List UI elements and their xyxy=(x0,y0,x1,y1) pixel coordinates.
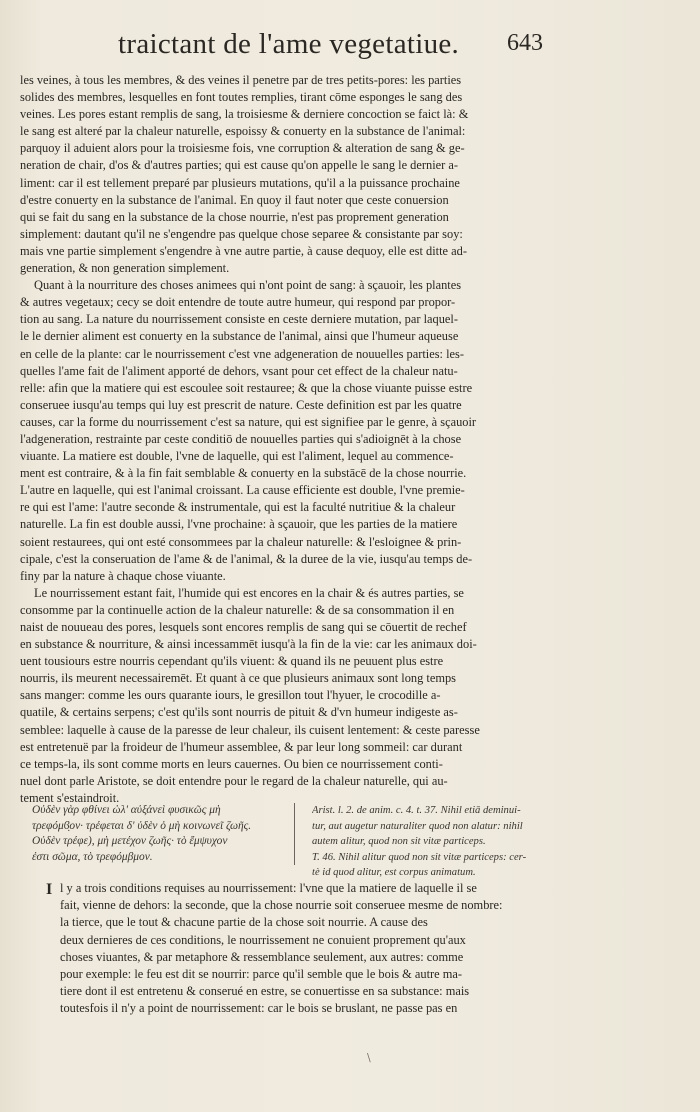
text-line: toutesfois il n'y a point de nourrissement: car le bois se bruslant, ne passe pas en xyxy=(60,1001,458,1016)
text-line: naturelle. La fin est double aussi, l'vne prochaine: à sçauoir, que les parties de la matiere xyxy=(20,517,458,532)
latin-line: tè id quod alitur, est corpus animatum. xyxy=(312,867,476,879)
text-line: Le nourrissement estant fait, l'humide qui est encores en la chair & és autres parties, se xyxy=(34,585,464,600)
notes-section xyxy=(32,803,552,879)
drop-capital: I xyxy=(46,881,53,898)
text-line: neration de chair, d'os & d'autres parties; qui est cause qu'on appelle le sang le dernier a- xyxy=(20,158,458,173)
second-paragraph xyxy=(32,880,560,1018)
text-line: sans manger: comme les ours quarante iours, le gresillon tout l'hyuer, le crocodille a- xyxy=(20,688,441,703)
text-line: solides des membres, lesquelles en font toutes remplies, tirant cōme esponges le sang des xyxy=(20,90,463,105)
main-text-block xyxy=(20,72,560,807)
text-line: re qui est l'ame: l'autre seconde & instrumentale, qui est la faculté nutritiue & la chaleur xyxy=(20,500,456,515)
greek-line: Οὐδὲν τρέφε), μὴ μετέχον ζωῆς· τὸ ἔμψυχον xyxy=(32,835,228,848)
text-line: veines. Les pores estant remplis de sang, la troisiesme & derniere concoction se faict là: & xyxy=(20,107,469,122)
text-line: finy par la nature à chaque chose viuante. xyxy=(20,568,226,583)
page-number: 643 xyxy=(507,30,543,56)
text-line: conseruee iusqu'au temps qui luy est prescrit de nature. Ceste definition est par les quatre xyxy=(20,397,462,412)
text-line: les veines, à tous les membres, & des veines il penetre par de tres petits-pores: les parties xyxy=(20,73,462,87)
text-line: relle: afin que la matiere qui est escoulee soit restauree; & que la chose viuante puisse estre xyxy=(20,380,473,395)
text-line: quelles l'ame fait de l'aliment apporté de dehors, vsant pour cet effect de la chaleur natu- xyxy=(20,363,458,378)
text-line: quatile, & certains serpens; c'est qu'ils sont nourris de pituit & d'vn humeur indigeste as- xyxy=(20,705,458,720)
text-line: nourris, ils meurent necessairemēt. Et quant à ce que plusieurs animaux sont long temps xyxy=(20,671,456,686)
greek-line: ἐστι σῶμα, τὸ τρεφόμβμον. xyxy=(32,850,153,863)
latin-line: T. 46. Nihil alitur quod non sit vitæ particeps: cer- xyxy=(312,851,527,863)
text-line: qui se fait du sang en la substance de la chose nourrie, n'est pas proprement generation xyxy=(20,209,449,224)
greek-line: Οὐδὲν γὰρ φθίνει ὡλ' αὐξάνεὶ φυσικῶς μὴ xyxy=(32,804,221,816)
text-line: choses viuantes, & par metaphore & ressemblance seulement, aux autres: comme xyxy=(60,949,464,964)
text-line: tiere dont il est entretenu & conserué en estre, se conuertisse en sa substance: mais xyxy=(60,984,470,999)
text-line: liment: car il est tellement preparé par plusieurs mutations, qu'il a la puissance prochaine xyxy=(20,175,460,190)
latin-line: tur, aut augetur naturaliter quod non alatur: nihil xyxy=(312,820,523,832)
text-line: Quant à la nourriture des choses animees qui n'ont point de sang: à sçauoir, les plantes xyxy=(34,278,462,293)
text-line: L'autre en laquelle, qui est l'animal croissant. La cause efficiente est double, l'vne premie- xyxy=(20,483,465,498)
text-line: cipale, c'est la conseruation de l'ame & de l'animal, & la duree de la vie, iusqu'au temps de- xyxy=(20,551,473,566)
latin-marginal-note xyxy=(312,803,570,881)
greek-line: τρεφόμϐ̣ον· τρέφεται δ' ὐδὲν ὁ μὴ κοινωνεῖ ζωῆς. xyxy=(32,819,252,832)
text-line: est entretenuë par la froideur de l'humeur assemblee, & par leur long sommeil: car durant xyxy=(20,739,463,754)
text-line: le sang est alteré par la chaleur naturelle, espoissy & conuerty en la substance de l'animal: xyxy=(20,124,466,139)
margin-mark: \ xyxy=(367,1051,371,1064)
latin-line: autem alitur, quod non sit vitæ particeps. xyxy=(312,836,486,848)
greek-quotation xyxy=(32,803,287,865)
text-line: tion au sang. La nature du nourrissement consiste en ceste derniere mutation, par laquel- xyxy=(20,312,458,327)
text-line: tement s'estaindroit. xyxy=(20,790,120,805)
text-line: viuante. La matiere est double, l'vne de laquelle, qui est l'aliment, lequel au commence- xyxy=(20,449,454,464)
text-line: parquoy il aduient alors pour la troisiesme fois, vne corruption & alteration de sang & ge- xyxy=(20,141,465,156)
text-line: generation, & non generation simplement. xyxy=(20,261,230,276)
text-line: ment est contraire, & à la fin fait semblable & conuerty en la substācē de la chose nourrie. xyxy=(20,466,467,481)
text-line: fait, vienne de dehors: la seconde, que la chose nourrie soit conseruee mesme de nombre: xyxy=(60,898,503,913)
text-line: l y a trois conditions requises au nourrissement: l'vne que la matiere de laquelle il se xyxy=(60,881,477,895)
running-title: traictant de l'ame vegetatiue. xyxy=(118,28,460,60)
text-line: & autres vegetaux; cecy se doit entendre de toute autre humeur, qui respond par propor- xyxy=(20,295,456,310)
text-line: naist de nouueau des pores, lesquels sont encores remplis de sang qui se cōuertit de rechef xyxy=(20,620,467,634)
text-line: mais vne partie simplement s'engendre à vne autre partie, à cause dequoy, elle est ditte ad- xyxy=(20,243,467,258)
text-line: semblee: laquelle à cause de la paresse de leur chaleur, ils cuisent lentement: & ceste paresse xyxy=(20,722,480,737)
page-header xyxy=(0,28,700,68)
text-line: uent tousiours estre nourris cependant qu'ils viuent: & quand ils ne peuuent plus estre xyxy=(20,654,444,669)
text-line: causes, car la forme du nourrissement c'est sa nature, qui est signifiee par le genre, à sçauoir xyxy=(20,414,477,429)
text-line: deux dernieres de ces conditions, le nourrissement ne conuient proprement qu'aux xyxy=(60,932,466,947)
text-line: la tierce, que le tout & chacune partie de la chose soit nourrie. A cause des xyxy=(60,915,428,930)
text-line: nuel dont parle Aristote, se doit entendre pour le regard de la chaleur naturelle, qui au- xyxy=(20,773,448,788)
text-line: pour exemple: le feu est dit se nourrir: parce qu'il semble que le bois & autre ma- xyxy=(60,967,463,982)
text-line: soient restaurees, qui ont esté consommees par la chaleur naturelle: & l'esloignee & prin- xyxy=(20,534,462,549)
text-line: d'estre conuerty en la substance de l'animal. En quoy il faut noter que ceste conuersion xyxy=(20,192,449,207)
text-line: le le dernier aliment est conuerty en la substance de l'animal, ainsi que l'humeur aqueuse xyxy=(20,329,459,344)
text-line: ce temps-la, ils sont comme morts en leurs cauernes. Ou bien ce nourrissement conti- xyxy=(20,756,443,771)
text-line: l'adgeneration, restrainte par ceste conditiō de nouuelles parties qui s'adioignēt à la chose xyxy=(20,431,462,446)
text-line: en celle de la plante: car le nourrissement c'est vne adgeneration de nouuelles parties: les- xyxy=(20,346,464,361)
second-paragraph-lines xyxy=(32,880,560,1018)
latin-line: Arist. l. 2. de anim. c. 4. t. 37. Nihil etiā deminui- xyxy=(312,805,521,816)
text-line: en substance & nourriture, & ainsi incessammēt iusqu'à la fin de la vie: car les animaux doi- xyxy=(20,637,477,652)
text-line: consomme par la continuelle action de la chaleur naturelle: & de sa consommation il en xyxy=(20,602,455,617)
text-line: simplement: dautant qu'il ne s'engendre pas quelque chose separee & consistante par soy: xyxy=(20,226,463,241)
column-divider xyxy=(294,803,295,865)
